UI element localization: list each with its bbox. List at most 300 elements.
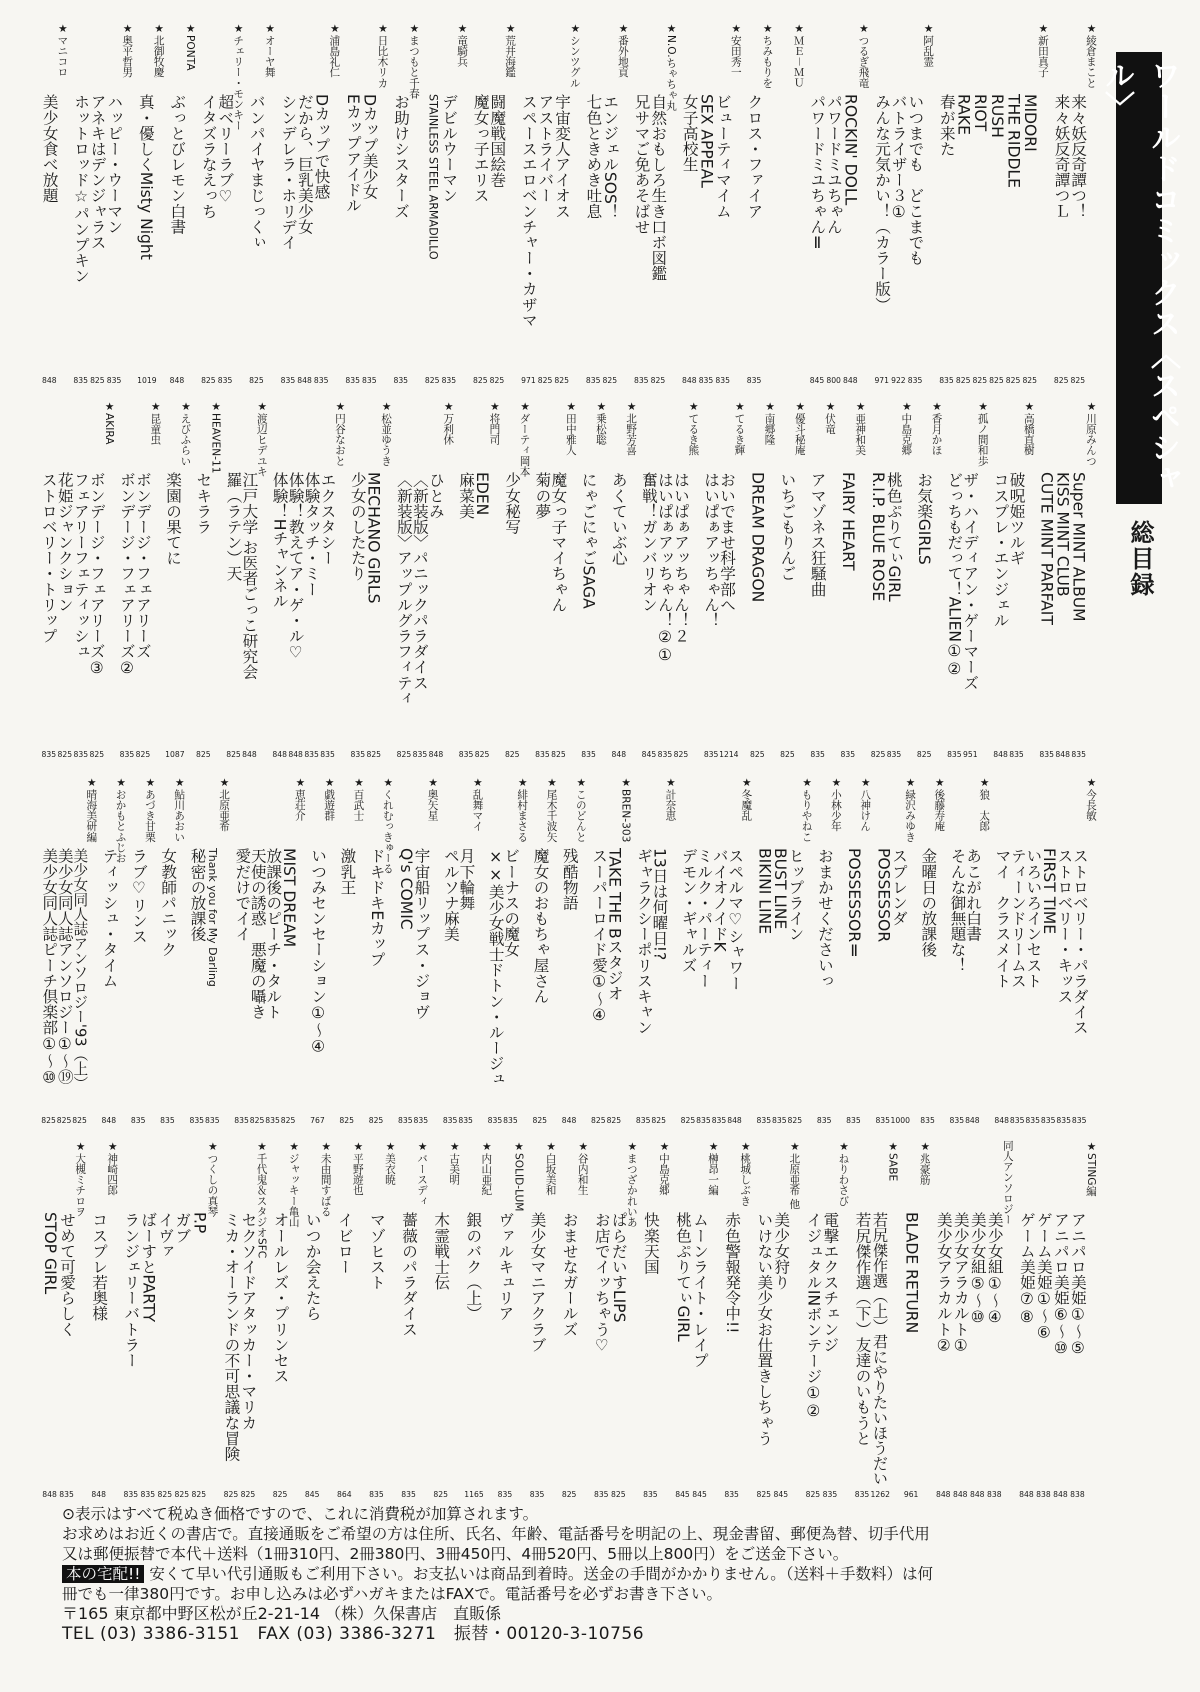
catalog-entry bbox=[162, 400, 192, 760]
price: 835 bbox=[529, 1490, 545, 1499]
book-title: 金曜日の放課後 bbox=[919, 848, 938, 958]
catalog-entry bbox=[455, 400, 501, 760]
price: 800 bbox=[826, 376, 841, 385]
price: 848 bbox=[969, 1490, 985, 1499]
catalog-entry bbox=[814, 776, 843, 1126]
catalog-entry bbox=[946, 776, 991, 1126]
book-title: 13日は何曜日!? bbox=[650, 848, 669, 961]
price: 825 bbox=[870, 750, 886, 759]
price: 825 bbox=[1022, 376, 1038, 385]
price: 848 bbox=[952, 1490, 968, 1499]
book-title: ミカ・オーランドの不可思議な冒険 bbox=[222, 1212, 241, 1462]
price: 825 bbox=[610, 1490, 626, 1499]
catalog-entry bbox=[245, 22, 276, 386]
book-title: 美少女アラカルト① bbox=[951, 1212, 970, 1355]
price: 835 bbox=[59, 1490, 74, 1499]
author-name: ★マニコロ bbox=[56, 22, 70, 78]
author-name: ★神崎四郎 bbox=[106, 1140, 120, 1196]
book-title: POSSESSORⅡ bbox=[845, 848, 864, 961]
catalog-entry bbox=[269, 400, 347, 760]
book-title: 美少女組①～④ bbox=[985, 1212, 1004, 1326]
price: 835 bbox=[635, 1116, 651, 1125]
book-title: マイ クラスメイト bbox=[993, 848, 1012, 989]
price: 845 bbox=[773, 1490, 789, 1499]
catalog-entry bbox=[677, 776, 753, 1126]
delivery-note bbox=[62, 1564, 1162, 1584]
book-title: お気楽GIRLS bbox=[915, 472, 934, 565]
author-name: ★PONTA bbox=[184, 22, 198, 71]
book-title: ティッシュ・タイム bbox=[100, 848, 119, 989]
book-title: 美少女マニアクラブ bbox=[528, 1212, 547, 1353]
book-title: ROCKIN' DOLL bbox=[841, 94, 860, 206]
price: 1214 bbox=[719, 750, 739, 759]
book-title: MIDORI bbox=[1021, 94, 1040, 152]
price: 971 bbox=[521, 376, 536, 385]
price: 825 bbox=[680, 1116, 696, 1125]
price: 848 bbox=[1053, 1490, 1068, 1499]
book-title: ザ・ハイディアン・ゲーマーズ bbox=[961, 472, 980, 691]
author-name: ★尾木千波矢 bbox=[545, 776, 559, 843]
author-name: ★AKIRA bbox=[103, 400, 117, 445]
price: 825 bbox=[489, 376, 505, 385]
price: 835 bbox=[846, 1116, 861, 1125]
order-notes bbox=[62, 1504, 1162, 1644]
book-title: 愛だけでイイ bbox=[233, 848, 252, 942]
author-name: ★荒井海鑑 bbox=[504, 22, 518, 78]
book-title: 魔女のおもちゃ屋さん bbox=[531, 848, 550, 1004]
book-title: 美少女同人誌ピーチ倶楽部①～⑩ bbox=[40, 848, 59, 1087]
book-title: ストロベリー・トリップ bbox=[39, 472, 58, 644]
price: 835 bbox=[816, 1116, 832, 1125]
price: 825 bbox=[366, 750, 382, 759]
catalog-entry bbox=[87, 1140, 119, 1500]
price: 835 bbox=[1071, 750, 1086, 759]
book-title: 楽園の果てに bbox=[164, 472, 183, 566]
book-title: アネキはデンジャラス bbox=[88, 94, 107, 250]
author-name: ★北原亜希 他 bbox=[788, 1140, 802, 1210]
price: 825 bbox=[191, 1490, 207, 1499]
catalog-entry bbox=[525, 1140, 557, 1500]
author-name: ★つくしの真琴 bbox=[206, 1140, 220, 1217]
book-title: コスプレ・エンジェル bbox=[991, 472, 1010, 628]
book-title: セクソイドアタッカー・マリカ bbox=[239, 1212, 258, 1431]
price: 835 bbox=[711, 1116, 727, 1125]
book-title: イジュタルINボンテージ①② bbox=[804, 1212, 823, 1421]
price: 848 bbox=[428, 750, 444, 759]
catalog-entry bbox=[333, 1140, 365, 1500]
price: 835 bbox=[280, 376, 296, 385]
price: 825 bbox=[651, 1116, 666, 1125]
author-name: ★今長敏 bbox=[1084, 776, 1098, 821]
author-name: ★田中雅人 bbox=[564, 400, 578, 456]
author-name: ★計奈恵 bbox=[664, 776, 678, 821]
book-title: バイオノイドK bbox=[710, 848, 729, 952]
catalog-entry bbox=[913, 400, 943, 760]
catalog-entry bbox=[1050, 22, 1098, 386]
book-title: あこがれ白書 bbox=[964, 848, 983, 942]
price: 835 bbox=[1071, 1116, 1087, 1125]
price: 825 bbox=[396, 750, 412, 759]
author-name: ★平野遊也 bbox=[351, 1140, 365, 1196]
author-name: ★ＭＥ－ＭＵ bbox=[792, 22, 806, 89]
author-name: ★百武士 bbox=[352, 776, 366, 821]
book-title: Dカップで快感 bbox=[312, 94, 331, 200]
author-name: ★兆豪筋 bbox=[918, 1140, 932, 1185]
book-title: RUSH bbox=[987, 94, 1006, 138]
book-title: ぶっとびレモン白書 bbox=[168, 94, 187, 235]
price: 835 bbox=[1039, 750, 1054, 759]
book-title: イビロー bbox=[335, 1212, 354, 1275]
price: 825 bbox=[196, 750, 211, 759]
book-title: 破呪姫ツルギ bbox=[1007, 472, 1026, 566]
price: 835 bbox=[1040, 1116, 1056, 1125]
book-title: スペースエロベンチャー・カザマ bbox=[519, 94, 538, 328]
author-name: ★狼 太郎 bbox=[978, 776, 992, 832]
price: 835 bbox=[949, 1116, 965, 1125]
author-name: ★緋村まさる bbox=[516, 776, 530, 843]
book-title: TAKE THE Bスタジオ bbox=[605, 848, 624, 1002]
book-title: BUST LINE bbox=[771, 848, 790, 930]
price: 835 bbox=[189, 1116, 205, 1125]
price: 848 bbox=[965, 1116, 980, 1125]
book-title: ハッピー・ウーマン bbox=[105, 94, 124, 235]
catalog-entry bbox=[440, 776, 485, 1126]
price: 835 bbox=[123, 1490, 139, 1499]
catalog-title: ワールドコミックス〈スペシャル〉 bbox=[1116, 52, 1162, 504]
catalog-entry bbox=[493, 1140, 525, 1500]
price: 845 bbox=[304, 1490, 320, 1499]
author-name: ★おかもとふじお bbox=[114, 776, 128, 864]
price: 825 bbox=[56, 1116, 72, 1125]
catalog-entry bbox=[397, 1140, 429, 1500]
catalog-entry bbox=[219, 1140, 268, 1500]
shipping-fees: 又は郵便振替で本代＋送料（1冊310円、2冊380円、3冊450円、4冊520円、5冊以上800円）をご送金下さい。 bbox=[62, 1545, 849, 1563]
book-title: 銀のバク（上） bbox=[464, 1212, 483, 1322]
book-title: 電撃エクスチェンジ bbox=[821, 1212, 840, 1353]
author-name: ★綾倉まこと bbox=[1084, 22, 1098, 89]
book-title: 麻菜美 bbox=[457, 472, 476, 519]
price: 835 bbox=[875, 1116, 891, 1125]
catalog-entry bbox=[532, 400, 578, 760]
price: 848 bbox=[682, 376, 697, 385]
author-name: ★乗松聡 bbox=[594, 400, 608, 445]
price: 864 bbox=[336, 1490, 352, 1499]
book-title: デビルウーマン bbox=[440, 94, 459, 204]
author-name: ★中島克郷 bbox=[900, 400, 914, 456]
price: 835 bbox=[398, 1116, 413, 1125]
book-title: クロス・ファイア bbox=[745, 94, 764, 219]
author-name: ★もりやねこ bbox=[800, 776, 814, 843]
price: 835 bbox=[73, 750, 89, 759]
author-name: ★北原亜希 bbox=[218, 776, 232, 832]
price: 825 bbox=[805, 1490, 821, 1499]
author-name: ★日比木リカ bbox=[376, 22, 390, 89]
price: 825 bbox=[602, 376, 618, 385]
price: 835 bbox=[119, 750, 135, 759]
price: 825 bbox=[1070, 376, 1086, 385]
book-title: 奮戦！ガンバリオン bbox=[639, 472, 658, 613]
book-title: どっちもだって！ALIEN①② bbox=[945, 472, 964, 679]
catalog-entry bbox=[429, 1140, 461, 1500]
book-title: おいでませ科学部へ bbox=[718, 472, 737, 613]
author-name: ★小林少年 bbox=[829, 776, 843, 832]
price: 825 bbox=[473, 376, 488, 385]
author-name: ★つるぎ飛竜 bbox=[857, 22, 871, 89]
price: 835 bbox=[1009, 750, 1024, 759]
catalog-entry bbox=[341, 22, 389, 386]
price: 835 bbox=[234, 1116, 249, 1125]
price: 825 bbox=[532, 1116, 548, 1125]
author-name: ★大槻ミチロヲ bbox=[74, 1140, 88, 1217]
author-name: ★北御牧慶 bbox=[152, 22, 166, 78]
book-title: ムーンライト・レイプ bbox=[691, 1212, 710, 1368]
price: 835 bbox=[217, 376, 233, 385]
book-title: 女子高校生 bbox=[680, 94, 699, 172]
book-title: 秘密の放課後 bbox=[188, 848, 207, 942]
price: 825 bbox=[368, 1116, 384, 1125]
author-name: ★白坂美和 bbox=[544, 1140, 558, 1196]
book-title: ボンデージ・フェアリーズ bbox=[133, 472, 152, 659]
price: 835 bbox=[840, 750, 856, 759]
book-title: KISS MINT CLUB bbox=[1053, 472, 1072, 597]
price: 767 bbox=[310, 1116, 325, 1125]
catalog-entry bbox=[990, 400, 1036, 760]
catalog-entry bbox=[69, 22, 134, 386]
catalog-entry bbox=[746, 400, 776, 760]
author-name: ★緑沢みゆき bbox=[904, 776, 918, 843]
book-title: DREAM DRAGON bbox=[748, 472, 767, 603]
author-name: ★南郷隆 bbox=[763, 400, 777, 445]
price: 835 bbox=[345, 376, 360, 385]
price: 835 bbox=[746, 376, 762, 385]
price: 825 bbox=[433, 1490, 448, 1499]
book-title: 桃色ぷりてぃGIRL bbox=[884, 472, 903, 602]
book-title: STOP GIRL bbox=[41, 1212, 60, 1295]
book-title: 体験！Hチャンネル bbox=[270, 472, 289, 609]
price: 835 bbox=[401, 1490, 416, 1499]
price: 848 bbox=[242, 750, 257, 759]
book-title: ティーンドリームス bbox=[1008, 848, 1027, 989]
catalog-entry bbox=[774, 22, 805, 386]
author-name: ★てるき輝 bbox=[733, 400, 747, 456]
author-name: ★美衣暁 bbox=[383, 1140, 397, 1185]
book-title: セキララ bbox=[194, 472, 213, 535]
price: 835 bbox=[886, 750, 902, 759]
price: 835 bbox=[458, 750, 474, 759]
book-title: バンパイヤまじっくぃ bbox=[247, 94, 266, 250]
catalog-entry bbox=[633, 776, 678, 1126]
price: 825 bbox=[280, 1116, 296, 1125]
book-title: ヒップライン bbox=[786, 848, 805, 942]
book-title: アマゾネス狂騒曲 bbox=[808, 472, 827, 597]
price: 835 bbox=[73, 376, 89, 385]
book-title: いつみセンセーション①～④ bbox=[309, 848, 328, 1056]
catalog-entry bbox=[421, 22, 469, 386]
listing-row-4 bbox=[0, 1140, 1110, 1500]
price: 835 bbox=[810, 750, 825, 759]
catalog-entry bbox=[307, 776, 336, 1126]
book-title: アニパロ美姫①～⑤ bbox=[1068, 1212, 1087, 1358]
catalog-entry bbox=[639, 1140, 671, 1500]
catalog-entry bbox=[753, 776, 813, 1126]
book-title: パワードミユちゃんⅡ bbox=[808, 94, 827, 253]
catalog-entry bbox=[529, 776, 558, 1126]
catalog-entry bbox=[752, 1140, 801, 1500]
book-title: 残酷物語 bbox=[560, 848, 579, 911]
book-title: 宇宙変人アイオス bbox=[553, 94, 572, 219]
price: 835 bbox=[698, 376, 714, 385]
author-name: ★桃城しぶき bbox=[739, 1140, 753, 1207]
catalog-entry bbox=[559, 776, 588, 1126]
delivery-text-2: 冊でも一律380円です。お申し込みは必ずハガキまたはFAXで。電話番号を必ずお書き下さい。 bbox=[62, 1585, 723, 1603]
catalog-entry bbox=[501, 400, 531, 760]
catalog-entry bbox=[1015, 1140, 1098, 1500]
author-name: ★八神けん bbox=[859, 776, 873, 832]
catalog-entry bbox=[336, 776, 365, 1126]
author-name: ★戯遊群 bbox=[323, 776, 337, 821]
book-title: 〈新装版〉アップルグラフィティ bbox=[394, 472, 413, 706]
price: 848 bbox=[993, 750, 1008, 759]
catalog-entry bbox=[277, 22, 342, 386]
tax-note: ⊙表示はすべて税ぬき価格ですので、これに消費税が加算されます。 bbox=[62, 1505, 539, 1523]
price: 1165 bbox=[464, 1490, 484, 1499]
price: 835 bbox=[41, 750, 57, 759]
price: 835 bbox=[487, 1116, 503, 1125]
book-title: マゾヒスト bbox=[367, 1212, 386, 1290]
price: 825 bbox=[89, 750, 105, 759]
book-title: オールレズ・プリンセス bbox=[271, 1212, 290, 1384]
book-title: 超ベリーラブ♡ bbox=[216, 94, 235, 206]
author-name: ★昆童虫 bbox=[149, 400, 163, 445]
author-name: ★亜神和美 bbox=[854, 400, 868, 456]
catalog-entry bbox=[917, 776, 946, 1126]
author-name: ★川原みんつ bbox=[1084, 400, 1098, 467]
book-title: せめて可愛らしく bbox=[58, 1212, 77, 1337]
price: 848 bbox=[727, 1116, 742, 1125]
book-title: デモン・ギャルズ bbox=[679, 848, 698, 973]
author-name: ★榊昂一編 bbox=[707, 1140, 721, 1196]
price: 848 bbox=[611, 750, 627, 759]
author-name: ★千代鬼＆スタジオSFC bbox=[255, 1140, 269, 1259]
catalog-entry bbox=[777, 400, 807, 760]
author-name: ★このどんと bbox=[574, 776, 588, 843]
book-title: いつか会えたら bbox=[303, 1212, 322, 1322]
price: 825 bbox=[989, 376, 1004, 385]
book-title: ゲーム美姫①～⑥ bbox=[1034, 1212, 1053, 1342]
price: 825 bbox=[249, 1116, 265, 1125]
author-name: ★奥矢星 bbox=[426, 776, 440, 821]
catalog-entry bbox=[38, 776, 98, 1126]
book-title: MIST DREAM bbox=[279, 848, 298, 948]
price: 835 bbox=[633, 376, 649, 385]
book-title: ボンデージ・フェアリーズ② bbox=[117, 472, 136, 677]
book-title: みんな元気かい！（カラー版） bbox=[873, 94, 892, 313]
catalog-entry bbox=[720, 1140, 752, 1500]
author-name: ★伏竜 bbox=[823, 400, 837, 435]
book-title: POSSESSOR bbox=[874, 848, 893, 943]
catalog-entry bbox=[38, 400, 116, 760]
price: 835 bbox=[703, 750, 719, 759]
price: 825 bbox=[780, 750, 795, 759]
author-name: ★孤ノ間和歩 bbox=[976, 400, 990, 467]
price: 835 bbox=[503, 1116, 518, 1125]
price: 845 bbox=[692, 1490, 707, 1499]
price: 835 bbox=[535, 750, 550, 759]
price: 1019 bbox=[137, 376, 157, 385]
price: 835 bbox=[772, 1116, 787, 1125]
book-title: FAIRY HEART bbox=[838, 472, 857, 571]
catalog-entry bbox=[365, 1140, 397, 1500]
catalog-entry bbox=[116, 400, 162, 760]
price: 835 bbox=[593, 1490, 609, 1499]
book-title: イヴァ bbox=[156, 1212, 175, 1259]
price: 845 bbox=[675, 1490, 690, 1499]
catalog-entry bbox=[231, 776, 307, 1126]
catalog-entry bbox=[223, 400, 269, 760]
author-name: ★高橋直樹 bbox=[1022, 400, 1036, 456]
book-title: STAINLESS STEEL ARMADILLO bbox=[426, 94, 440, 260]
book-title: 魔女っ子マイちゃん bbox=[549, 472, 568, 613]
price: 835 bbox=[947, 750, 962, 759]
author-name: ★てるき熊 bbox=[687, 400, 701, 456]
price: 825 bbox=[57, 750, 73, 759]
book-title: 美少女組⑤～⑩ bbox=[968, 1212, 987, 1326]
catalog-entry bbox=[872, 776, 917, 1126]
price: 848 bbox=[1055, 750, 1070, 759]
listing-row-3 bbox=[0, 776, 1110, 1126]
book-title: スプレンダ bbox=[890, 848, 908, 926]
book-title: いけない美少女お仕置きしちゃう bbox=[755, 1212, 774, 1446]
book-title: はいぱぁアッちゃん！②① bbox=[655, 472, 674, 664]
catalog-entry bbox=[900, 1140, 932, 1500]
catalog-entry bbox=[134, 22, 165, 386]
book-title: FIRST TIME bbox=[1039, 848, 1058, 935]
price: 825 bbox=[554, 376, 569, 385]
book-title: Dカップ美少女 bbox=[360, 94, 379, 200]
author-name: ★バースディ bbox=[416, 1140, 430, 1207]
catalog-entry bbox=[850, 1140, 899, 1500]
price: 961 bbox=[903, 1490, 919, 1499]
book-title: 春が来た bbox=[937, 94, 956, 157]
catalog-entry bbox=[588, 776, 633, 1126]
catalog-entry bbox=[166, 22, 197, 386]
author-name: ★円谷なおと bbox=[333, 400, 347, 467]
book-title: 美少女同人誌アンソロジー①～⑲ bbox=[55, 848, 74, 1085]
author-name: ★谷内和生 bbox=[576, 1140, 590, 1196]
price: 848 bbox=[272, 750, 287, 759]
catalog-entry bbox=[843, 776, 872, 1126]
author-name: ★シンツグル bbox=[568, 22, 582, 89]
book-title: 少女秘写 bbox=[503, 472, 522, 535]
book-title: 月下輪舞 bbox=[457, 848, 476, 911]
price: 825 bbox=[749, 750, 765, 759]
author-name: ★ジャッキー亀山 bbox=[287, 1140, 301, 1228]
book-title: ラブ♡リンス bbox=[129, 848, 148, 944]
price: 845 bbox=[809, 376, 825, 385]
book-title: ビューティマイム bbox=[713, 94, 732, 219]
price: 825 bbox=[955, 376, 971, 385]
price: 848 bbox=[1019, 1490, 1034, 1499]
price: 835 bbox=[393, 376, 409, 385]
catalog-entry bbox=[461, 1140, 493, 1500]
book-title: 菊の夢 bbox=[533, 472, 552, 519]
catalog-entry bbox=[393, 400, 455, 760]
author-name: ★まつざかれいあ bbox=[625, 1140, 639, 1228]
price: 848 bbox=[169, 376, 185, 385]
price: 825 bbox=[561, 1490, 577, 1499]
catalog-entry bbox=[197, 22, 245, 386]
author-name: ★安田秀一 bbox=[729, 22, 743, 78]
